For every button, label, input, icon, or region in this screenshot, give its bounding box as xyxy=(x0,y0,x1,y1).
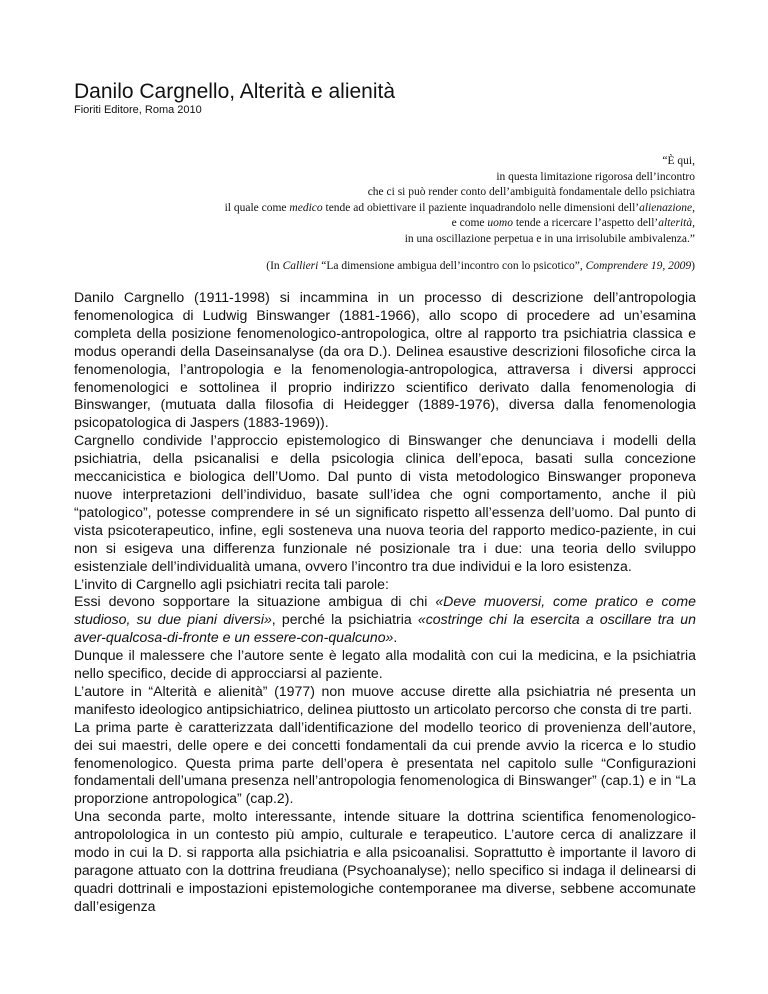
paragraph: L’invito di Cargnello agli psichiatri recita tali parole: xyxy=(74,575,389,592)
quote-text: tende a ricercare l’aspetto dell’ xyxy=(512,217,659,230)
quote-text: tende ad obiettivare il paziente inquadrandolo nelle dimensioni dell’ xyxy=(322,201,640,214)
citation-text: (In xyxy=(266,260,283,272)
citation-text: ) xyxy=(691,260,695,272)
publisher-line: Fioriti Editore, Roma 2010 xyxy=(74,104,202,116)
paragraph-text: , perché la psichiatria xyxy=(271,611,418,628)
paragraph: L’autore in “Alterità e alienità” (1977) non muove accuse dirette alla psichiatria né presenta un manifesto ideologico antipsichiatrico, delinea piuttosto un articolato percorso che consta di tre parti. xyxy=(74,682,696,717)
quote-emphasis: alterità, xyxy=(658,217,695,230)
paragraph xyxy=(74,593,696,647)
quote-line xyxy=(95,216,695,232)
quoted-phrase: «Deve muoversi, come pratico e come studioso, su due piani diversi» xyxy=(74,593,696,628)
paragraph: Una seconda parte, molto interessante, intende situare la dottrina scientifica fenomenologico-antropolologica in un contesto più ampio, culturale e terapeutico. L’autore cerca di analizzare il modo in cui la D. si rapporta alla psichiatria e alla psicoanalisi. Soprattutto è importante il lavoro di paragone attuato con la dottrina freudiana (Psychoanalyse); nello specifico si indaga il delinearsi di quadri dottrinali e impostazioni epistemologiche contemporanee ma diverse, sebbene accomunate dall’esigenza xyxy=(74,808,696,914)
epigraph-quote xyxy=(95,154,695,248)
quote-line: che ci si può render conto dell’ambiguità fondamentale dello psichiatra xyxy=(367,186,695,199)
quote-text: il quale come xyxy=(224,201,290,214)
paragraph: La prima parte è caratterizzata dall’identificazione del modello teorico di provenienza dell’autore, dei sui maestri, delle opere e dei concetti fondamentali da cui prende avvio la ricerca e lo studio fenomenologico. Questa prima parte dell’opera è presentata nel capitolo sulle “Configurazioni fondamentali dell’umana presenza nell’antropologia fenomenologica di Binswanger” (cap.1) e in “La proporzione antropologica” (cap.2). xyxy=(74,718,696,807)
citation-author: Callieri xyxy=(282,260,319,272)
citation-source: Comprendere 19, 2009 xyxy=(585,260,692,272)
quote-text: e come xyxy=(451,217,488,230)
paragraph: Cargnello condivide l’approccio epistemologico di Binswanger che denunciava i modelli della psichiatria, della psicanalisi e della psicologia clinica dell’epoca, basati sulla concezione meccanicistica e biologica dell’Uomo. Dal punto di vista metodologico Binswanger proponeva nuove interpretazioni dell’individuo, basate sull’idea che ogni comportamento, anche il più “patologico”, potesse comprendere in sé un significato rispetto all’essenza dell’uomo. Dal punto di vista psicoterapeutico, infine, egli sosteneva una nuova teoria del rapporto medico-paziente, in cui non si esigeva una differenza funzionale né posizionale tra i due: una teoria dello sviluppo esistenziale dell’individualità umana, ovvero l’incontro tra due individui e la loro esistenza. xyxy=(74,432,696,574)
body-text xyxy=(74,289,696,916)
document-title: Danilo Cargnello, Alterità e alienità xyxy=(74,80,396,103)
quote-line: “È qui, xyxy=(662,155,695,167)
paragraph: Dunque il malessere che l’autore sente è legato alla modalità con cui la medicina, e la psichiatria nello specifico, decide di approcciarsi al paziente. xyxy=(74,647,696,682)
citation-text: “La dimensione ambigua dell’incontro con lo psicotico”, xyxy=(318,260,586,272)
quote-line: in una oscillazione perpetua e in una irrisolubile ambivalenza.” xyxy=(404,232,695,245)
quote-emphasis: uomo xyxy=(487,217,513,230)
quote-line xyxy=(95,201,695,217)
paragraph-text: Essi devono sopportare la situazione ambigua di chi xyxy=(74,593,436,610)
paragraph-text: . xyxy=(393,629,398,646)
quote-emphasis: alienazione, xyxy=(639,201,695,214)
quote-line: in questa limitazione rigorosa dell’incontro xyxy=(496,170,695,183)
quoted-phrase: «costringe chi la esercita a oscillare tra un aver-qualcosa-di-fronte e un essere-con-qualcuno» xyxy=(74,611,696,646)
quote-emphasis: medico xyxy=(289,201,323,214)
paragraph: Danilo Cargnello (1911-1998) si incammina in un processo di descrizione dell’antropologia fenomenologica di Ludwig Binswanger (1881-1966), allo scopo di procedere ad un’esamina completa della posizione fenomenologico-antropologica, oltre al rapporto tra psichiatria classica e modus operandi della Daseinsanalyse (da ora D.). Delinea esaustive descrizioni filosofiche circa la fenomenologia, l’antropologia e la fenomenologia-antropologica, attraversa i diversi approcci fenomenologici e sottolinea il proprio indirizzo scientifico derivato dalla fenomenologia di Binswanger, (mutuata dalla filosofia di Heidegger (1889-1976), diversa dalla fenomenologia psicopatologica di Jaspers (1883-1969)). xyxy=(74,289,696,431)
quote-citation xyxy=(266,260,695,272)
